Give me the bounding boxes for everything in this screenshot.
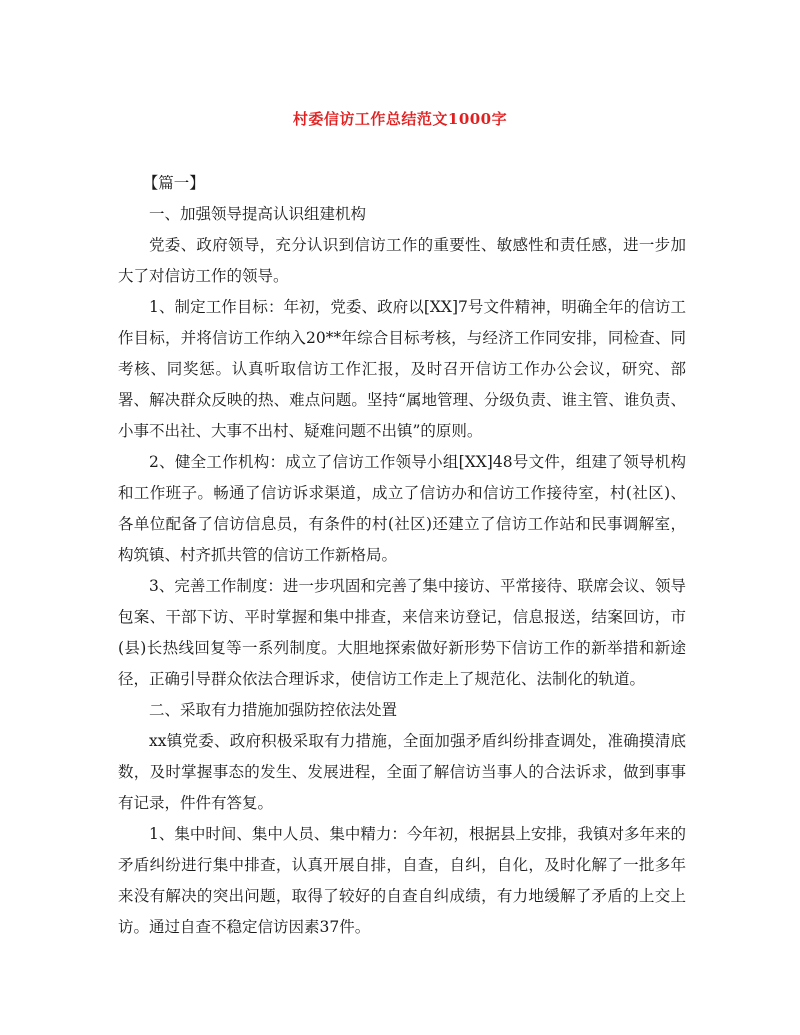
paragraph-3: 2、健全工作机构：成立了信访工作领导小组[XX]48号文件，组建了领导机构和工作班子。畅通了信访诉求渠道，成立了信访办和信访工作接待室，村(社区)、各单位配备了信访信息员，有条件的村(社区)还建立了信访工作站和民事调解室，构筑镇、村齐抓共管的信访工作新格局。 xyxy=(118,453,686,564)
document-body xyxy=(118,168,686,943)
section-heading-2: 二、采取有力措施加强防控依法处置 xyxy=(149,701,398,719)
document-title: 村委信访工作总结范文1000字 xyxy=(292,110,508,128)
section-label: 【篇一】 xyxy=(142,174,205,192)
paragraph-5: xx镇党委、政府积极采取有力措施，全面加强矛盾纠纷排查调处，准确摸清底数，及时掌握事态的发生、发展进程，全面了解信访当事人的合法诉求，做到事事有记录，件件有答复。 xyxy=(118,732,686,812)
paragraph-2: 1、制定工作目标：年初，党委、政府以[XX]7号文件精神，明确全年的信访工作目标，并将信访工作纳入20**年综合目标考核，与经济工作同安排，同检查、同考核、同奖惩。认真听取信访工作汇报，及时召开信访工作办公会议，研究、部署、解决群众反映的热、难点问题。坚持“属地管理、分级负责、谁主管、谁负责、小事不出社、大事不出村、疑难问题不出镇”的原则。 xyxy=(118,298,686,440)
paragraph-4: 3、完善工作制度：进一步巩固和完善了集中接访、平常接待、联席会议、领导包案、干部下访、平时掌握和集中排查，来信来访登记，信息报送，结案回访，市(县)长热线回复等一系列制度。大胆地探索做好新形势下信访工作的新举措和新途径，正确引导群众依法合理诉求，使信访工作走上了规范化、法制化的轨道。 xyxy=(118,577,686,688)
paragraph-6: 1、集中时间、集中人员、集中精力：今年初，根据县上安排，我镇对多年来的矛盾纠纷进行集中排查，认真开展自排，自查，自纠，自化，及时化解了一批多年来没有解决的突出问题，取得了较好的自查自纠成绩，有力地缓解了矛盾的上交上访。通过自查不稳定信访因素37件。 xyxy=(118,825,686,936)
paragraph-1: 党委、政府领导，充分认识到信访工作的重要性、敏感性和责任感，进一步加大了对信访工作的领导。 xyxy=(118,236,686,285)
section-heading-1: 一、加强领导提高认识组建机构 xyxy=(149,205,367,223)
